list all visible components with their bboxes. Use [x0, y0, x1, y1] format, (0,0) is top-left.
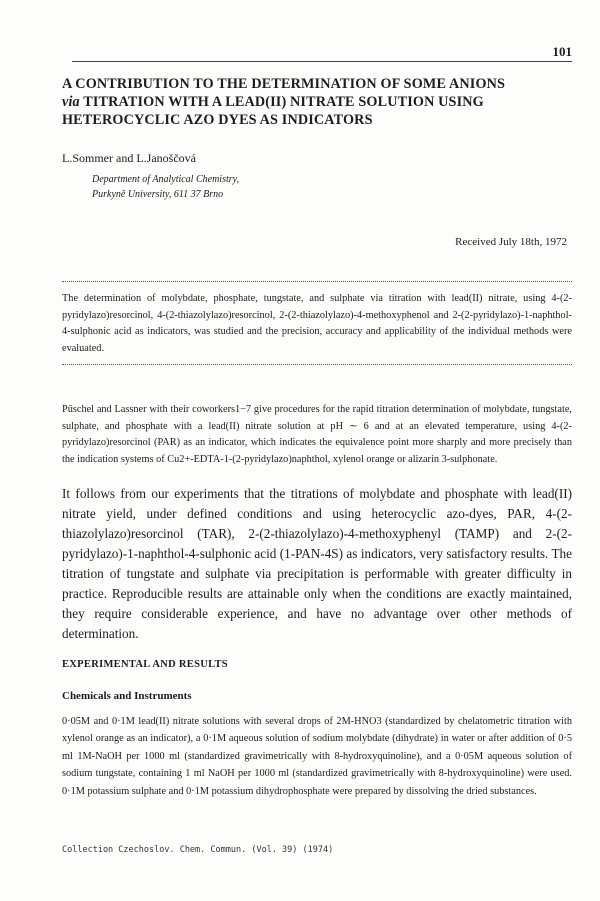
journal-footer: Collection Czechoslov. Chem. Commun. (Vol. 39) (1974): [62, 845, 334, 855]
affiliation-line-2: Purkyně University, 611 37 Brno: [92, 189, 224, 200]
abstract: The determination of molybdate, phosphate, tungstate, and sulphate via titration with lead(II) nitrate, using 4-(2-pyridylazo)resorcinol, 4-(2-thiazolylazo)resorcinol, 2-(2-thiazolylazo)-4-methoxyphenol and 2-(2-pyridylazo)-1-naphthol-4-sulphonic acid as indicators, was studied and the precision, accuracy and applicability of the individual methods were evaluated.: [62, 293, 572, 354]
title-via: via: [62, 94, 80, 110]
authors: L.Sommer and L.Janoščová: [62, 151, 196, 165]
body-text: 0·05M and 0·1M lead(II) nitrate solutions with several drops of 2M-HNO3 (standardized by chelatometric titration with xylenol orange as an indicator), a 0·1M aqueous solution of sodium molybdate (dihydrate) in water or after addition of 0·5 ml 1M-NaOH per 1000 ml (standardized gravimetrically with 8-hydroxyquinoline), and a 0·05M aqueous solution of sodium tungstate, containing 1 ml NaOH per 1000 ml (standardized gravimetrically with 8-hydroxyquinoline) were used. 0·1M potassium sulphate and 0·1M potassium dihydrophosphate were prepared by dissolving the dried substances.: [62, 716, 572, 797]
received-date: Received July 18th, 1972: [455, 236, 567, 248]
affiliation-line-1: Department of Analytical Chemistry,: [92, 174, 240, 185]
abstract-bottom-rule: [62, 364, 572, 365]
abstract-top-rule: [62, 281, 572, 282]
section-heading: EXPERIMENTAL AND RESULTS: [62, 659, 228, 670]
subsection-heading: Chemicals and Instruments: [62, 690, 192, 702]
main-paragraph: It follows from our experiments that the titrations of molybdate and phosphate with lead(II) nitrate yield, under defined conditions and using heterocyclic azo-dyes, PAR, 4-(2-thiazolylazo)resorcinol (TAR), 2-(2-thiazolylazo)-4-methoxyphenyl (TAMP) and 2-(2-pyridylazo)-1-naphthol-4-sulphonic acid (1-PAN-4S) as indicators, very satisfactory results. The titration of tungstate and sulphate via precipitation is performable with greater difficulty in practice. Reproducible results are attainable only when the conditions are exactly maintained, they require considerable experience, and have no advantage over other methods of determination.: [62, 486, 572, 641]
title-part-2: TITRATION WITH A LEAD(II) NITRATE SOLUTION USING HETEROCYCLIC AZO DYES AS INDICATORS: [62, 94, 484, 128]
title-part-1: A CONTRIBUTION TO THE DETERMINATION OF SOME ANIONS: [62, 76, 506, 92]
article-title: [62, 75, 562, 129]
header-rule: [72, 61, 572, 62]
affiliation: [92, 172, 239, 202]
intro-paragraph: Püschel and Lassner with their coworkers1−7 give procedures for the rapid titration determination of molybdate, tungstate, sulphate, and phosphate with a lead(II) nitrate solution at pH ∼ 6 and at an elevated temperature, using 4-(2-pyridylazo)resorcinol (PAR) as an indicator, which indicates the equivalence point more sharply and more precisely than the indication systems of Cu2+-EDTA-1-(2-pyridylazo)naphthol, xylenol orange or alizarin 3-sulphonate.: [62, 404, 572, 465]
page-number: 101: [552, 44, 572, 59]
